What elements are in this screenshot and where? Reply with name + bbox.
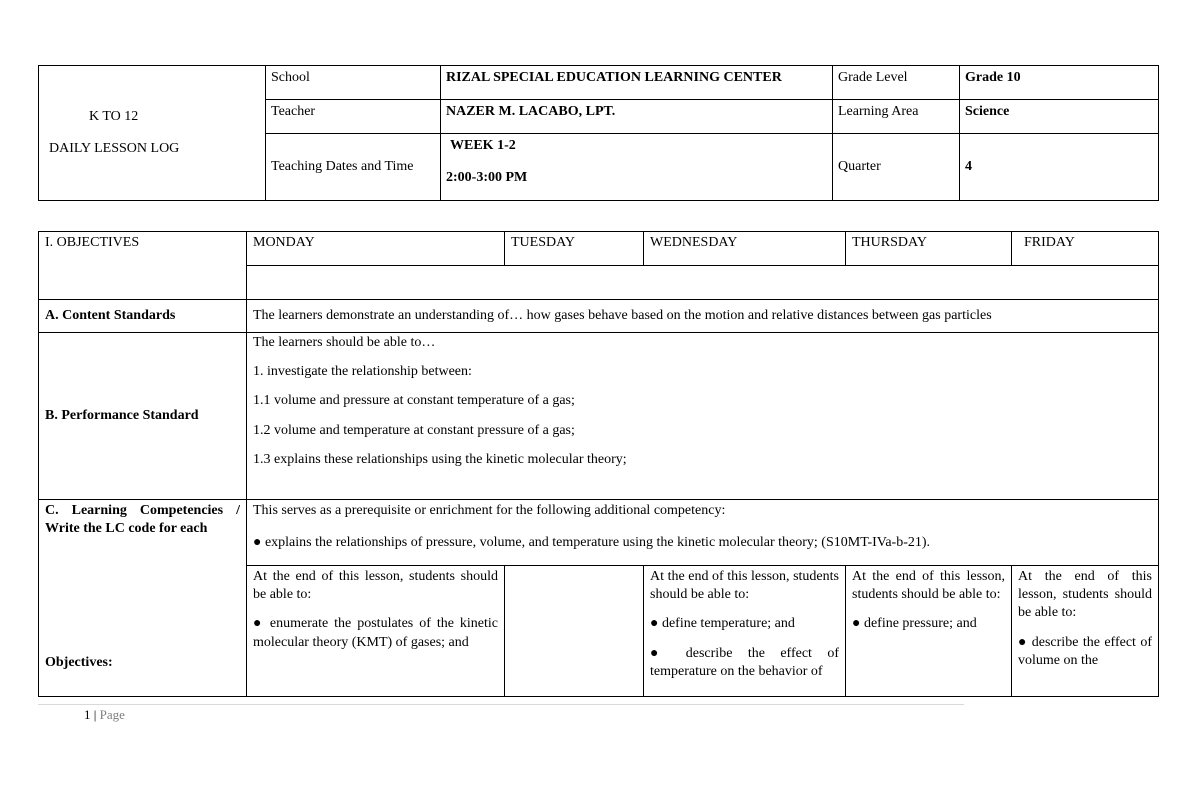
grade-level-label: Grade Level [833, 66, 960, 100]
monday-intro: At the end of this lesson, students should be able to: [253, 569, 498, 603]
objectives-table [38, 231, 1159, 697]
week-value: WEEK 1-2 [450, 138, 516, 153]
blank-row [247, 266, 1159, 300]
thursday-objectives [846, 566, 1012, 697]
monday-objectives [247, 566, 505, 697]
wednesday-bullet: ● describe the effect of temperature on the behavior of [650, 645, 839, 679]
performance-line: 1. investigate the relationship between: [253, 364, 472, 380]
teacher-value: NAZER M. LACABO, LPT. [441, 100, 833, 134]
friday-objectives [1012, 566, 1159, 697]
footer-divider [38, 704, 964, 705]
dll-title-line2: DAILY LESSON LOG [49, 141, 180, 156]
page-number: 1 [84, 707, 91, 722]
quarter-label: Quarter [833, 134, 960, 201]
objectives-header-text: I. OBJECTIVES [45, 235, 140, 250]
quarter-value: 4 [960, 134, 1159, 201]
wednesday-intro: At the end of this lesson, students should be able to: [650, 569, 839, 603]
competency-bullet: ● explains the relationships of pressure, volume, and temperature using the kinetic molecular theory; (S10MT-IVa-b-21). [253, 535, 931, 551]
time-value: 2:00-3:00 PM [446, 170, 528, 186]
tuesday-objectives [505, 566, 644, 697]
content-standards-label: A. Content Standards [39, 300, 247, 333]
friday-bullet: ● describe the effect of volume on the [1018, 634, 1152, 668]
competency-intro: This serves as a prerequisite or enrichment for the following additional competency: [253, 503, 726, 518]
performance-line: 1.3 explains these relationships using the kinetic molecular theory; [253, 451, 627, 467]
friday-intro: At the end of this lesson, students should be able to: [1018, 569, 1152, 621]
day-header-friday: FRIDAY [1012, 232, 1159, 266]
learning-area-value: Science [960, 100, 1159, 134]
school-label: School [266, 66, 441, 100]
performance-line: The learners should be able to… [253, 335, 436, 350]
day-header-wednesday: WEDNESDAY [644, 232, 846, 266]
school-value: RIZAL SPECIAL EDUCATION LEARNING CENTER [441, 66, 833, 100]
teaching-dates-value [441, 134, 833, 201]
teaching-dates-label: Teaching Dates and Time [266, 134, 441, 201]
page-word: Page [99, 707, 125, 722]
learning-area-label: Learning Area [833, 100, 960, 134]
objectives-header [39, 232, 247, 300]
monday-bullet: ● enumerate the postulates of the kinetic molecular theory (KMT) of gases; and [253, 616, 498, 650]
objectives-label: Objectives: [45, 654, 113, 670]
wednesday-objectives [644, 566, 846, 697]
day-header-monday: MONDAY [247, 232, 505, 266]
dll-title-cell [39, 66, 266, 201]
day-header-thursday: THURSDAY [846, 232, 1012, 266]
day-header-tuesday: TUESDAY [505, 232, 644, 266]
thursday-intro: At the end of this lesson, students should be able to: [852, 569, 1005, 603]
performance-standard-label: B. Performance Standard [39, 333, 247, 500]
learning-competencies-cell [39, 500, 247, 697]
content-standards-text: The learners demonstrate an understanding of… how gases behave based on the motion and relative distances between gas particles [247, 300, 1159, 333]
competency-cell [247, 500, 1159, 566]
performance-line: 1.1 volume and pressure at constant temperature of a gas; [253, 393, 575, 409]
performance-line: 1.2 volume and temperature at constant pressure of a gas; [253, 422, 575, 438]
grade-level-value: Grade 10 [960, 66, 1159, 100]
wednesday-bullet: ● define temperature; and [650, 616, 795, 632]
learning-competencies-label: C. Learning Competencies / Write the LC code for each [45, 503, 240, 537]
teacher-label: Teacher [266, 100, 441, 134]
page-separator: | [93, 707, 97, 722]
performance-standard-cell [247, 333, 1159, 500]
dll-title-line1: K TO 12 [89, 108, 139, 124]
thursday-bullet: ● define pressure; and [852, 616, 977, 632]
header-table [38, 65, 1159, 201]
page-footer [84, 707, 125, 723]
